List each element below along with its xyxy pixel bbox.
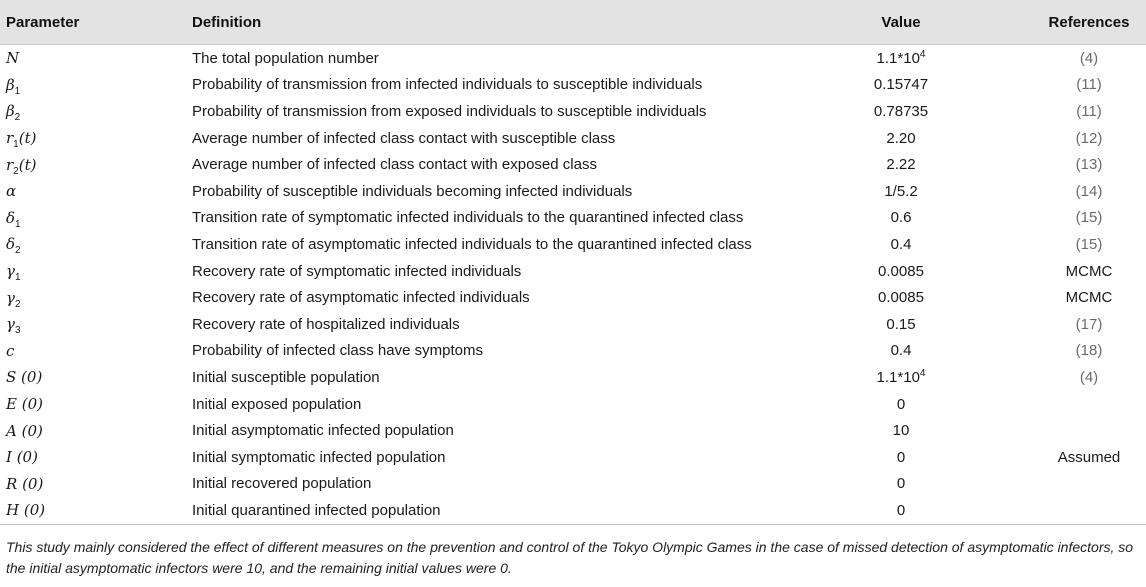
cell-definition: Initial susceptible population bbox=[192, 368, 380, 386]
cell-value bbox=[776, 311, 1026, 338]
table-row bbox=[0, 258, 1146, 285]
table-row bbox=[0, 125, 1146, 152]
value-base: 2.20 bbox=[886, 129, 916, 147]
parameter-symbol: c bbox=[6, 341, 15, 360]
cell-value bbox=[776, 151, 1026, 178]
cell-value bbox=[776, 391, 1026, 418]
cell-definition: Probability of transmission from infected individuals to susceptible individuals bbox=[192, 76, 703, 94]
table-row bbox=[0, 205, 1146, 232]
cell-parameter bbox=[0, 311, 192, 338]
header-references: References bbox=[1026, 0, 1146, 45]
cell-definition: Average number of infected class contact with exposed class bbox=[192, 156, 597, 174]
cell-value bbox=[776, 258, 1026, 285]
cell-parameter bbox=[0, 391, 192, 418]
parameter-symbol: α bbox=[6, 182, 17, 201]
header-definition: Definition bbox=[192, 0, 776, 45]
cell-value bbox=[776, 178, 1026, 205]
cell-reference[interactable] bbox=[1026, 205, 1146, 232]
parameter-suffix: (0) bbox=[16, 395, 43, 414]
value-base: 1.1*10 bbox=[876, 49, 920, 67]
cell-value bbox=[776, 125, 1026, 152]
cell-reference bbox=[1026, 497, 1146, 524]
reference-link[interactable]: (13) bbox=[1075, 156, 1103, 174]
reference-link[interactable]: (15) bbox=[1075, 209, 1103, 227]
parameter-symbol: δ bbox=[6, 208, 16, 227]
parameter-symbol: δ bbox=[6, 235, 16, 254]
parameter-subscript: 1 bbox=[15, 218, 21, 230]
cell-reference[interactable] bbox=[1026, 125, 1146, 152]
cell-definition: Probability of transmission from exposed individuals to susceptible individuals bbox=[192, 102, 707, 120]
parameter-suffix: (t) bbox=[18, 155, 37, 174]
table-footnote: This study mainly considered the effect of different measures on the prevention and control of the Tokyo Olympic Games in the case of missed detection of asymptomatic infectors, so the initial asymptomatic infectors were 10, and the remaining initial values were 0. bbox=[6, 539, 1134, 576]
cell-parameter bbox=[0, 178, 192, 205]
value-exponent: 4 bbox=[919, 367, 926, 379]
cell-definition: Recovery rate of asymptomatic infected individuals bbox=[192, 289, 530, 307]
reference-link[interactable]: (11) bbox=[1076, 102, 1102, 120]
reference-text: MCMC bbox=[1065, 289, 1113, 307]
value-exponent: 4 bbox=[919, 48, 926, 60]
cell-reference bbox=[1026, 444, 1146, 471]
value-base: 0.6 bbox=[890, 209, 912, 227]
value-base: 1.1*10 bbox=[876, 368, 920, 386]
cell-parameter bbox=[0, 231, 192, 258]
table-row bbox=[0, 444, 1146, 471]
cell-definition: Recovery rate of symptomatic infected individuals bbox=[192, 262, 522, 280]
parameter-suffix: (0) bbox=[17, 474, 44, 493]
header-parameter: Parameter bbox=[0, 0, 192, 45]
value-base: 0.0085 bbox=[878, 262, 924, 280]
table-row bbox=[0, 391, 1146, 418]
cell-definition: The total population number bbox=[192, 49, 379, 67]
value-base: 0.0085 bbox=[878, 289, 924, 307]
parameter-symbol: γ bbox=[6, 288, 15, 307]
value-base: 10 bbox=[892, 422, 910, 440]
cell-parameter bbox=[0, 471, 192, 498]
parameter-subscript: 2 bbox=[14, 112, 21, 124]
cell-parameter bbox=[0, 151, 192, 178]
table-row bbox=[0, 72, 1146, 99]
cell-parameter bbox=[0, 444, 192, 471]
table-row bbox=[0, 311, 1146, 338]
cell-parameter bbox=[0, 72, 192, 99]
parameter-symbol: A bbox=[6, 421, 17, 440]
cell-value bbox=[776, 364, 1026, 391]
cell-reference[interactable] bbox=[1026, 151, 1146, 178]
value-base: 0.15747 bbox=[873, 76, 929, 94]
cell-reference[interactable] bbox=[1026, 311, 1146, 338]
parameter-symbol: r bbox=[6, 155, 14, 174]
cell-definition: Initial quarantined infected population bbox=[192, 497, 776, 524]
cell-reference bbox=[1026, 391, 1146, 418]
value-base: 0 bbox=[896, 501, 906, 519]
parameter-symbol: S bbox=[6, 368, 17, 387]
table-body bbox=[0, 45, 1146, 525]
cell-definition: Probability of infected class have symptoms bbox=[192, 342, 483, 360]
parameter-symbol: H bbox=[6, 501, 20, 520]
cell-reference[interactable] bbox=[1026, 72, 1146, 99]
table-row bbox=[0, 338, 1146, 365]
cell-definition: Initial asymptomatic infected population bbox=[192, 422, 454, 440]
table-row bbox=[0, 364, 1146, 391]
value-base: 0 bbox=[896, 395, 906, 413]
cell-value bbox=[776, 417, 1026, 444]
parameter-symbol: I bbox=[6, 448, 12, 467]
table-row bbox=[0, 151, 1146, 178]
cell-reference[interactable] bbox=[1026, 338, 1146, 365]
parameter-subscript: 1 bbox=[14, 272, 21, 284]
table-row bbox=[0, 417, 1146, 444]
parameter-subscript: 1 bbox=[13, 139, 19, 151]
table-row bbox=[0, 45, 1146, 72]
cell-parameter bbox=[0, 338, 192, 365]
cell-reference bbox=[1026, 284, 1146, 311]
value-base: 2.22 bbox=[886, 156, 916, 174]
cell-value bbox=[776, 98, 1026, 125]
table-row bbox=[0, 497, 1146, 524]
reference-link[interactable]: (17) bbox=[1075, 315, 1103, 333]
reference-link[interactable]: (15) bbox=[1075, 235, 1103, 253]
reference-link[interactable]: (14) bbox=[1075, 182, 1103, 200]
parameter-subscript: 3 bbox=[14, 325, 21, 337]
parameter-subscript: 2 bbox=[15, 245, 21, 257]
parameter-subscript: 2 bbox=[14, 298, 21, 310]
parameter-suffix: (0) bbox=[11, 448, 38, 467]
reference-link[interactable]: (12) bbox=[1075, 129, 1103, 147]
cell-definition: Initial exposed population bbox=[192, 395, 362, 413]
cell-parameter bbox=[0, 205, 192, 232]
reference-link[interactable]: (18) bbox=[1075, 342, 1103, 360]
cell-definition: Initial recovered population bbox=[192, 475, 372, 493]
reference-text: MCMC bbox=[1065, 262, 1113, 280]
cell-parameter bbox=[0, 45, 192, 72]
parameter-suffix: (0) bbox=[16, 368, 43, 387]
cell-reference bbox=[1026, 417, 1146, 444]
table-row bbox=[0, 471, 1146, 498]
cell-parameter bbox=[0, 364, 192, 391]
cell-value bbox=[776, 45, 1026, 72]
table-header-row bbox=[0, 0, 1146, 45]
cell-value bbox=[776, 284, 1026, 311]
cell-reference[interactable] bbox=[1026, 98, 1146, 125]
parameter-symbol: R bbox=[6, 474, 18, 493]
cell-value bbox=[776, 471, 1026, 498]
cell-definition: Probability of susceptible individuals becoming infected individuals bbox=[192, 182, 633, 200]
parameter-symbol: β bbox=[6, 102, 15, 121]
cell-definition: Average number of infected class contact with susceptible class bbox=[192, 129, 616, 147]
cell-value bbox=[776, 205, 1026, 232]
reference-link[interactable]: (11) bbox=[1076, 76, 1102, 94]
cell-value bbox=[776, 444, 1026, 471]
cell-parameter bbox=[0, 497, 192, 524]
parameter-symbol: γ bbox=[6, 315, 15, 334]
cell-value bbox=[776, 338, 1026, 365]
value-base: 0.78735 bbox=[873, 102, 929, 120]
cell-reference[interactable] bbox=[1026, 45, 1146, 72]
parameter-subscript: 2 bbox=[13, 165, 19, 177]
reference-link[interactable]: (4) bbox=[1079, 368, 1099, 386]
cell-definition: Transition rate of symptomatic infected individuals to the quarantined infected class bbox=[192, 209, 744, 227]
value-base: 0.15 bbox=[886, 315, 916, 333]
cell-parameter bbox=[0, 98, 192, 125]
reference-text: Assumed bbox=[1057, 448, 1121, 466]
parameter-suffix: (0) bbox=[19, 501, 46, 520]
parameter-suffix: (0) bbox=[16, 421, 43, 440]
parameter-symbol: γ bbox=[6, 262, 15, 281]
parameter-symbol: E bbox=[6, 395, 17, 414]
cell-definition: Transition rate of asymptomatic infected individuals to the quarantined infected class bbox=[192, 235, 752, 253]
cell-reference[interactable] bbox=[1026, 178, 1146, 205]
cell-reference[interactable] bbox=[1026, 364, 1146, 391]
table-row bbox=[0, 178, 1146, 205]
parameter-symbol: N bbox=[6, 49, 20, 68]
header-value: Value bbox=[776, 0, 1026, 45]
cell-definition: Recovery rate of hospitalized individuals bbox=[192, 315, 460, 333]
value-base: 0 bbox=[896, 475, 906, 493]
table-row bbox=[0, 98, 1146, 125]
value-base: 0.4 bbox=[890, 342, 912, 360]
value-base: 1/5.2 bbox=[884, 182, 918, 200]
cell-parameter bbox=[0, 258, 192, 285]
cell-definition: Initial symptomatic infected population bbox=[192, 448, 446, 466]
cell-parameter bbox=[0, 284, 192, 311]
cell-parameter bbox=[0, 417, 192, 444]
value-base: 0.4 bbox=[890, 235, 912, 253]
table-row bbox=[0, 231, 1146, 258]
cell-reference[interactable] bbox=[1026, 231, 1146, 258]
cell-reference bbox=[1026, 471, 1146, 498]
cell-parameter bbox=[0, 125, 192, 152]
parameter-suffix: (t) bbox=[18, 129, 37, 148]
value-base: 0 bbox=[896, 448, 906, 466]
reference-link[interactable]: (4) bbox=[1079, 49, 1099, 67]
cell-value bbox=[776, 72, 1026, 99]
cell-value bbox=[776, 231, 1026, 258]
parameter-symbol: β bbox=[6, 75, 15, 94]
cell-value bbox=[776, 497, 1026, 524]
cell-reference bbox=[1026, 258, 1146, 285]
parameter-subscript: 1 bbox=[14, 85, 21, 97]
parameter-symbol: r bbox=[6, 129, 14, 148]
table-row bbox=[0, 284, 1146, 311]
